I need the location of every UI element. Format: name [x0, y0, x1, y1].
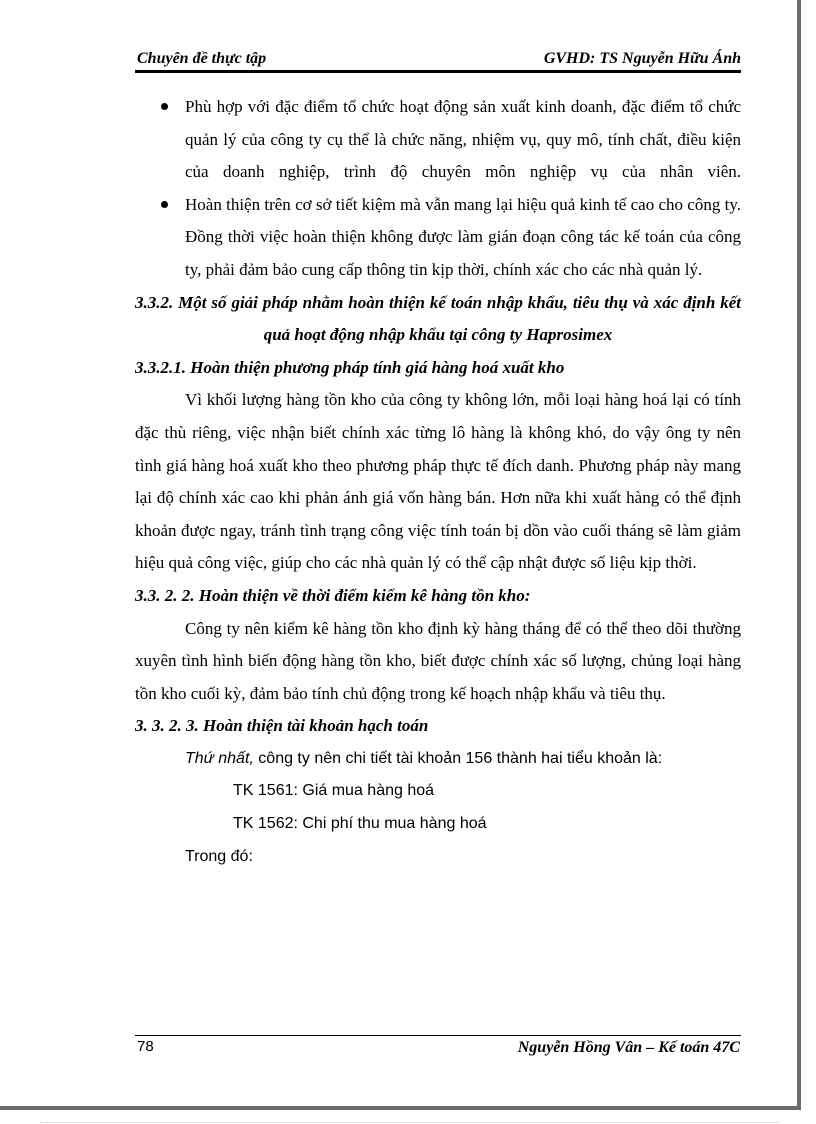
section-heading-line: 3.3.2. Một số giải pháp nhằm hoàn thiện kế toán nhập khẩu, tiêu thụ và xác — [135, 292, 679, 312]
bullet-item — [135, 91, 741, 189]
account-intro-text: công ty nên chi tiết tài khoản 156 thành hai tiểu khoản là: — [253, 749, 663, 767]
page-body — [135, 91, 741, 873]
trailing-text: Trong đó: — [185, 847, 253, 865]
bullet-dot-icon — [161, 201, 168, 208]
account-line: TK 1561: Giá mua hàng hoá — [233, 782, 435, 800]
bullet-text — [185, 91, 741, 189]
bullet-line: chính xác cho các nhà quản lý. — [493, 259, 703, 279]
footer-author: Nguyễn Hồng Vân – Kế toán 47C — [517, 1039, 740, 1056]
account-intro-emphasis: Thứ nhất, — [185, 749, 254, 767]
header-divider — [135, 70, 741, 73]
subsection-heading-3-3-2-2: 3.3. 2. 2. Hoàn thiện về thời điểm kiểm kê hàng tồn kho: — [135, 585, 531, 605]
subsection-heading-3-3-2-1: 3.3.2.1. Hoàn thiện phương pháp tính giá hàng hoá xuất kho — [135, 357, 565, 377]
header-supervisor: GVHD: TS Nguyễn Hữu Ánh — [543, 50, 741, 67]
paragraph-inventory-count: Công ty nên kiểm kê hàng tồn kho định kỳ hàng tháng để có thể theo dõi thường xuyên tình hình biến động hàng tồn kho, biết được chính xác số lượng, chủng loại hàng tồn kho cuối kỳ, đảm bảo tính chủ động trong kế hoạch nhập khẩu và tiêu thụ. — [135, 618, 741, 703]
subsection-heading-3-3-2-3: 3. 3. 2. 3. Hoàn thiện tài khoản hạch toán — [135, 716, 429, 736]
account-intro — [135, 743, 741, 776]
account-line: TK 1562: Chi phí thu mua hàng hoá — [233, 815, 487, 833]
bullet-line: mô, tính chất, điều kiện của doanh nghiệp, trình độ chuyên môn nghiệp — [185, 129, 741, 182]
bullet-line: tác kế toán của công ty, phải đảm bảo cung cấp thông tin kịp thời, — [185, 227, 742, 279]
bullet-line: Hoàn thiện trên cơ sở tiết kiệm mà vẫn mang lại hiệu quả kinh tế cao — [185, 194, 655, 214]
bullet-line: Phù hợp với đặc điểm tổ chức hoạt động sản xuất kinh doanh, đặc — [185, 97, 646, 116]
bullet-text — [185, 189, 741, 287]
paragraph-pricing-method: Vì khối lượng hàng tồn kho của công ty không lớn, mỗi loại hàng hoá lại có tính đặc thù riêng, việc nhận biết chính xác từng lô hàng là không khó, do vậy ông ty nên tình giá hàng hoá xuất kho theo phương pháp thực tế đích danh. Phương pháp này mang lại độ chính xác cao khi phản ánh giá vốn hàng bán. Hơn nữa khi xuất hàng có thể định khoản được ngay, tránh tình trạng công việc tính toán bị dồn vào cuối tháng sẽ làm giảm hiệu quả công việc, giúp cho các nhà quản lý có thể cập nhật được số liệu kịp thời. — [135, 390, 741, 573]
section-heading-3-3-2 — [135, 287, 741, 352]
page-number: 78 — [137, 1038, 154, 1055]
footer-divider — [135, 1035, 741, 1036]
bullet-dot-icon — [161, 103, 168, 110]
bullet-item — [135, 189, 741, 287]
bullet-line: cho công ty. Đồng thời việc hoàn thiện không được làm gián đoạn công — [185, 194, 741, 247]
header-report-title: Chuyên đề thực tập — [137, 50, 267, 67]
bullet-line: điểm tổ chức quản lý của công ty cụ thể là chức năng, nhiệm vụ, quy — [185, 97, 742, 149]
section-heading-line: định kết quả hoạt động nhập khẩu tại công ty Haprosimex — [263, 292, 742, 345]
page-header — [135, 48, 741, 70]
bullet-line: vụ của nhân viên. — [590, 162, 742, 182]
